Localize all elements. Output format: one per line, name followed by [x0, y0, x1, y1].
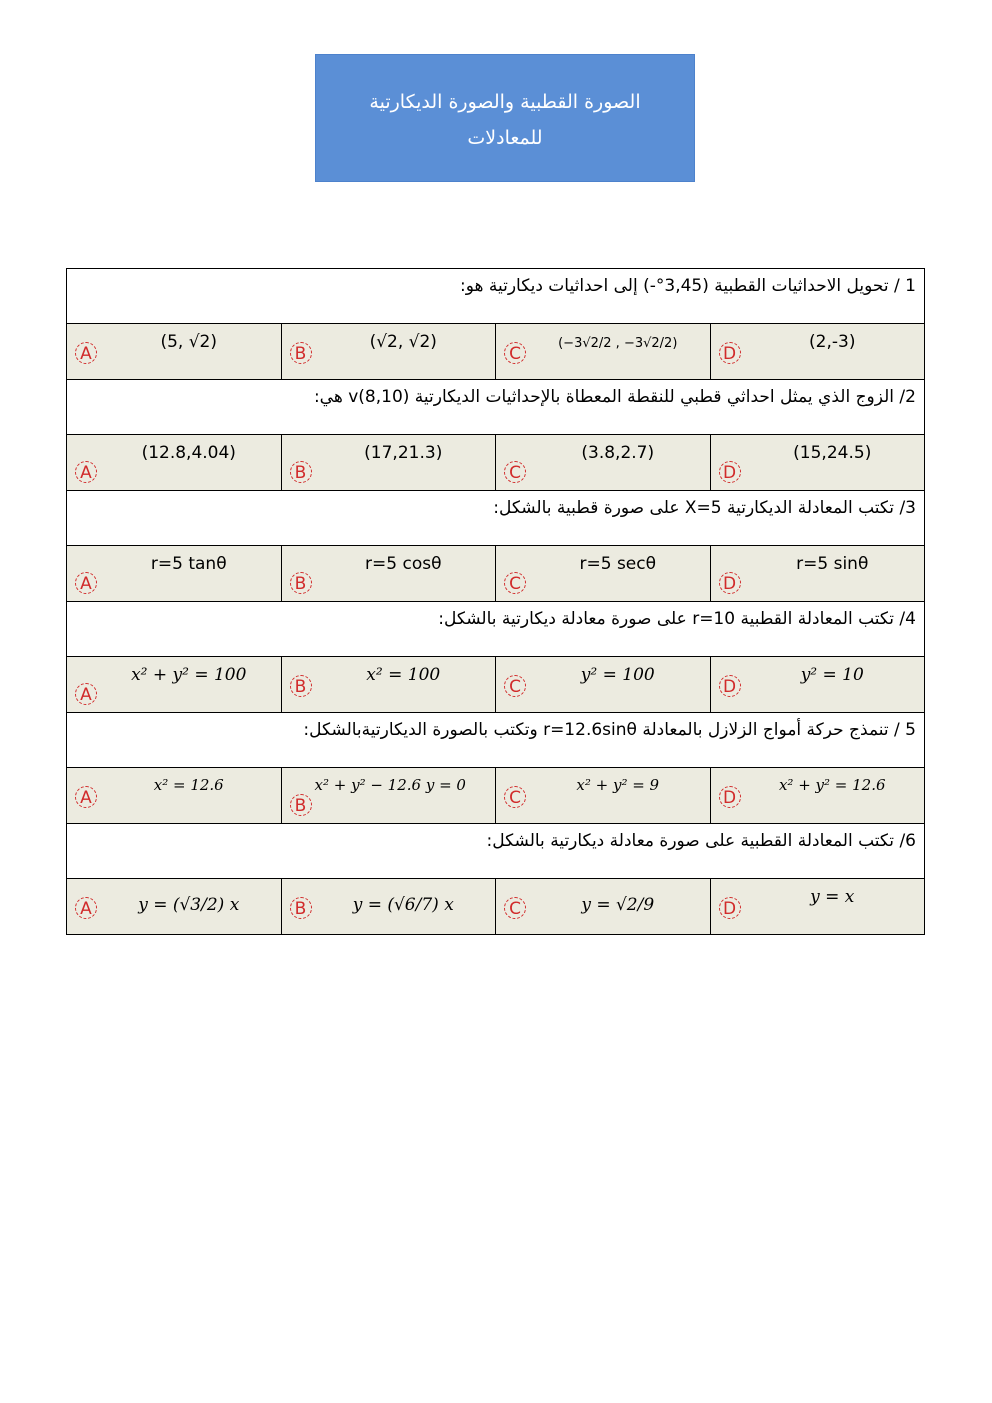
option-value: (17,21.3)	[364, 443, 443, 463]
option-letter-d: D	[719, 675, 741, 697]
options-row-6	[67, 879, 925, 935]
option-a[interactable]	[67, 435, 282, 491]
option-value: (2,-3)	[809, 332, 856, 352]
options-row-2	[67, 435, 925, 491]
option-b[interactable]	[281, 324, 496, 380]
option-value: r=5 tanθ	[150, 554, 227, 574]
option-value: (12.8,4.04)	[141, 443, 236, 463]
option-letter-d: D	[719, 342, 741, 364]
option-c[interactable]	[496, 768, 711, 824]
quiz-table	[66, 268, 925, 935]
option-value: (5, √2)	[160, 332, 218, 352]
question-text: 5 / تنمذج حركة أمواج الزلازل بالمعادلة r=12.6sinθ وتكتب بالصورة الديكارتيةبالشكل:	[67, 713, 925, 768]
option-d[interactable]	[710, 435, 925, 491]
option-letter-d: D	[719, 572, 741, 594]
option-letter-c: C	[504, 897, 526, 919]
option-a[interactable]	[67, 879, 282, 935]
option-value: r=5 sinθ	[796, 554, 869, 574]
option-c[interactable]	[496, 546, 711, 602]
option-letter-a: A	[75, 786, 97, 808]
question-row-1	[67, 269, 925, 324]
option-value: (−3√2/2 , −3√2/2)	[558, 336, 678, 351]
option-d[interactable]	[710, 879, 925, 935]
option-letter-b: B	[290, 675, 312, 697]
option-b[interactable]	[281, 546, 496, 602]
option-d[interactable]	[710, 546, 925, 602]
question-text: 3/ تكتب المعادلة الديكارتية X=5 على صورة قطبية بالشكل:	[67, 491, 925, 546]
option-value: y = (√6/7) x	[352, 895, 454, 915]
option-letter-a: A	[75, 461, 97, 483]
option-letter-c: C	[504, 461, 526, 483]
question-row-5	[67, 713, 925, 768]
question-text: 2/ الزوج الذي يمثل احداثي قطبي للنقطة المعطاة بالإحداثيات الديكارتية v(8,10) هي:	[67, 380, 925, 435]
option-b[interactable]	[281, 435, 496, 491]
option-letter-d: D	[719, 461, 741, 483]
option-value: x² + y² = 9	[576, 776, 660, 794]
option-letter-b: B	[290, 342, 312, 364]
option-b[interactable]	[281, 657, 496, 713]
option-letter-a: A	[75, 342, 97, 364]
option-value: x² + y² = 100	[131, 665, 247, 685]
options-row-4	[67, 657, 925, 713]
option-value: y = x	[810, 887, 855, 907]
option-b[interactable]	[281, 768, 496, 824]
question-text: 4/ تكتب المعادلة القطبية r=10 على صورة معادلة ديكارتية بالشكل:	[67, 602, 925, 657]
option-letter-c: C	[504, 342, 526, 364]
question-text: 6/ تكتب المعادلة القطبية على صورة معادلة ديكارتية بالشكل:	[67, 824, 925, 879]
option-b[interactable]	[281, 879, 496, 935]
option-letter-d: D	[719, 786, 741, 808]
option-value: y = (√3/2) x	[138, 895, 240, 915]
question-row-3	[67, 491, 925, 546]
question-row-6	[67, 824, 925, 879]
option-letter-c: C	[504, 572, 526, 594]
option-a[interactable]	[67, 657, 282, 713]
option-c[interactable]	[496, 657, 711, 713]
option-a[interactable]	[67, 324, 282, 380]
option-d[interactable]	[710, 657, 925, 713]
option-letter-d: D	[719, 897, 741, 919]
options-row-5	[67, 768, 925, 824]
title-banner	[315, 54, 695, 182]
option-d[interactable]	[710, 768, 925, 824]
question-row-2	[67, 380, 925, 435]
option-letter-a: A	[75, 897, 97, 919]
option-value: y² = 10	[800, 665, 864, 685]
option-value: (3.8,2.7)	[581, 443, 655, 463]
option-c[interactable]	[496, 324, 711, 380]
option-value: y = √2/9	[581, 895, 655, 915]
option-value: x² + y² = 12.6	[778, 776, 886, 794]
option-a[interactable]	[67, 546, 282, 602]
option-letter-c: C	[504, 786, 526, 808]
option-value: y² = 100	[580, 665, 655, 685]
option-letter-b: B	[290, 794, 312, 816]
option-value: (√2, √2)	[369, 332, 437, 352]
option-value: x² = 12.6	[153, 776, 224, 794]
option-letter-b: B	[290, 897, 312, 919]
option-value: r=5 secθ	[579, 554, 657, 574]
option-letter-c: C	[504, 675, 526, 697]
option-c[interactable]	[496, 879, 711, 935]
option-letter-a: A	[75, 572, 97, 594]
option-value: (15,24.5)	[793, 443, 872, 463]
option-c[interactable]	[496, 435, 711, 491]
question-text: 1 / تحويل الاحداثيات القطبية (3,45°-) إلى احداثيات ديكارتية هو:	[67, 269, 925, 324]
option-value: x² = 100	[366, 665, 441, 685]
option-letter-a: A	[75, 683, 97, 705]
options-row-3	[67, 546, 925, 602]
option-letter-b: B	[290, 572, 312, 594]
option-a[interactable]	[67, 768, 282, 824]
question-row-4	[67, 602, 925, 657]
page-title: الصورة القطبية والصورة الديكارتية للمعادلات	[369, 91, 641, 149]
options-row-1	[67, 324, 925, 380]
option-value: r=5 cosθ	[365, 554, 442, 574]
option-d[interactable]	[710, 324, 925, 380]
option-letter-b: B	[290, 461, 312, 483]
option-value: x² + y² − 12.6 y = 0	[314, 776, 466, 794]
